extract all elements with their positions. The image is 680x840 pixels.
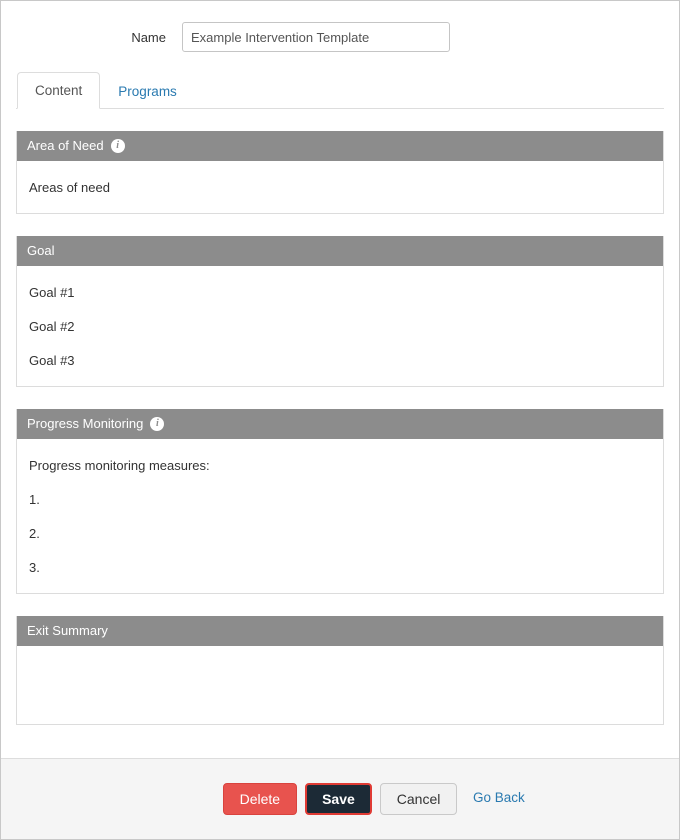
panel-exit-summary (16, 616, 664, 725)
panel-line: Goal #3 (29, 353, 75, 368)
footer-bar (1, 758, 679, 839)
panel-line: Areas of need (29, 180, 110, 195)
panel-header-goal (17, 236, 663, 266)
tab-content[interactable]: Content (17, 72, 100, 109)
panel-area-of-need (16, 131, 664, 214)
panel-goal (16, 236, 664, 387)
cancel-button[interactable]: Cancel (380, 783, 458, 815)
panel-header-progress-monitoring (17, 409, 663, 439)
panel-progress-monitoring (16, 409, 664, 594)
panel-title-area-of-need: Area of Need (27, 138, 104, 153)
form-content (1, 1, 679, 758)
panel-line: Progress monitoring measures: (29, 458, 210, 473)
panel-title-progress-monitoring: Progress Monitoring (27, 416, 144, 431)
panel-line: 1. (29, 492, 40, 507)
panel-body-exit-summary (17, 646, 663, 724)
panel-body-area-of-need (17, 161, 663, 213)
panel-header-exit-summary (17, 616, 663, 646)
panel-line: 2. (29, 526, 40, 541)
panel-body-goal (17, 266, 663, 386)
panel-body-progress-monitoring (17, 439, 663, 593)
name-input[interactable] (182, 22, 450, 52)
tab-programs[interactable]: Programs (118, 84, 177, 99)
tab-bar (16, 72, 664, 109)
panel-line: Goal #1 (29, 285, 75, 300)
panel-title-exit-summary: Exit Summary (27, 623, 108, 638)
info-icon[interactable]: i (150, 417, 164, 431)
panel-line: 3. (29, 560, 40, 575)
panel-title-goal: Goal (27, 243, 55, 258)
go-back-link[interactable]: Go Back (473, 790, 525, 805)
footer-button-group (1, 783, 679, 815)
delete-button[interactable]: Delete (223, 783, 297, 815)
panel-line: Goal #2 (29, 319, 75, 334)
name-label: Name (131, 29, 166, 45)
panel-header-area-of-need (17, 131, 663, 161)
info-icon[interactable]: i (111, 139, 125, 153)
save-button[interactable]: Save (305, 783, 372, 815)
name-row (16, 1, 664, 68)
